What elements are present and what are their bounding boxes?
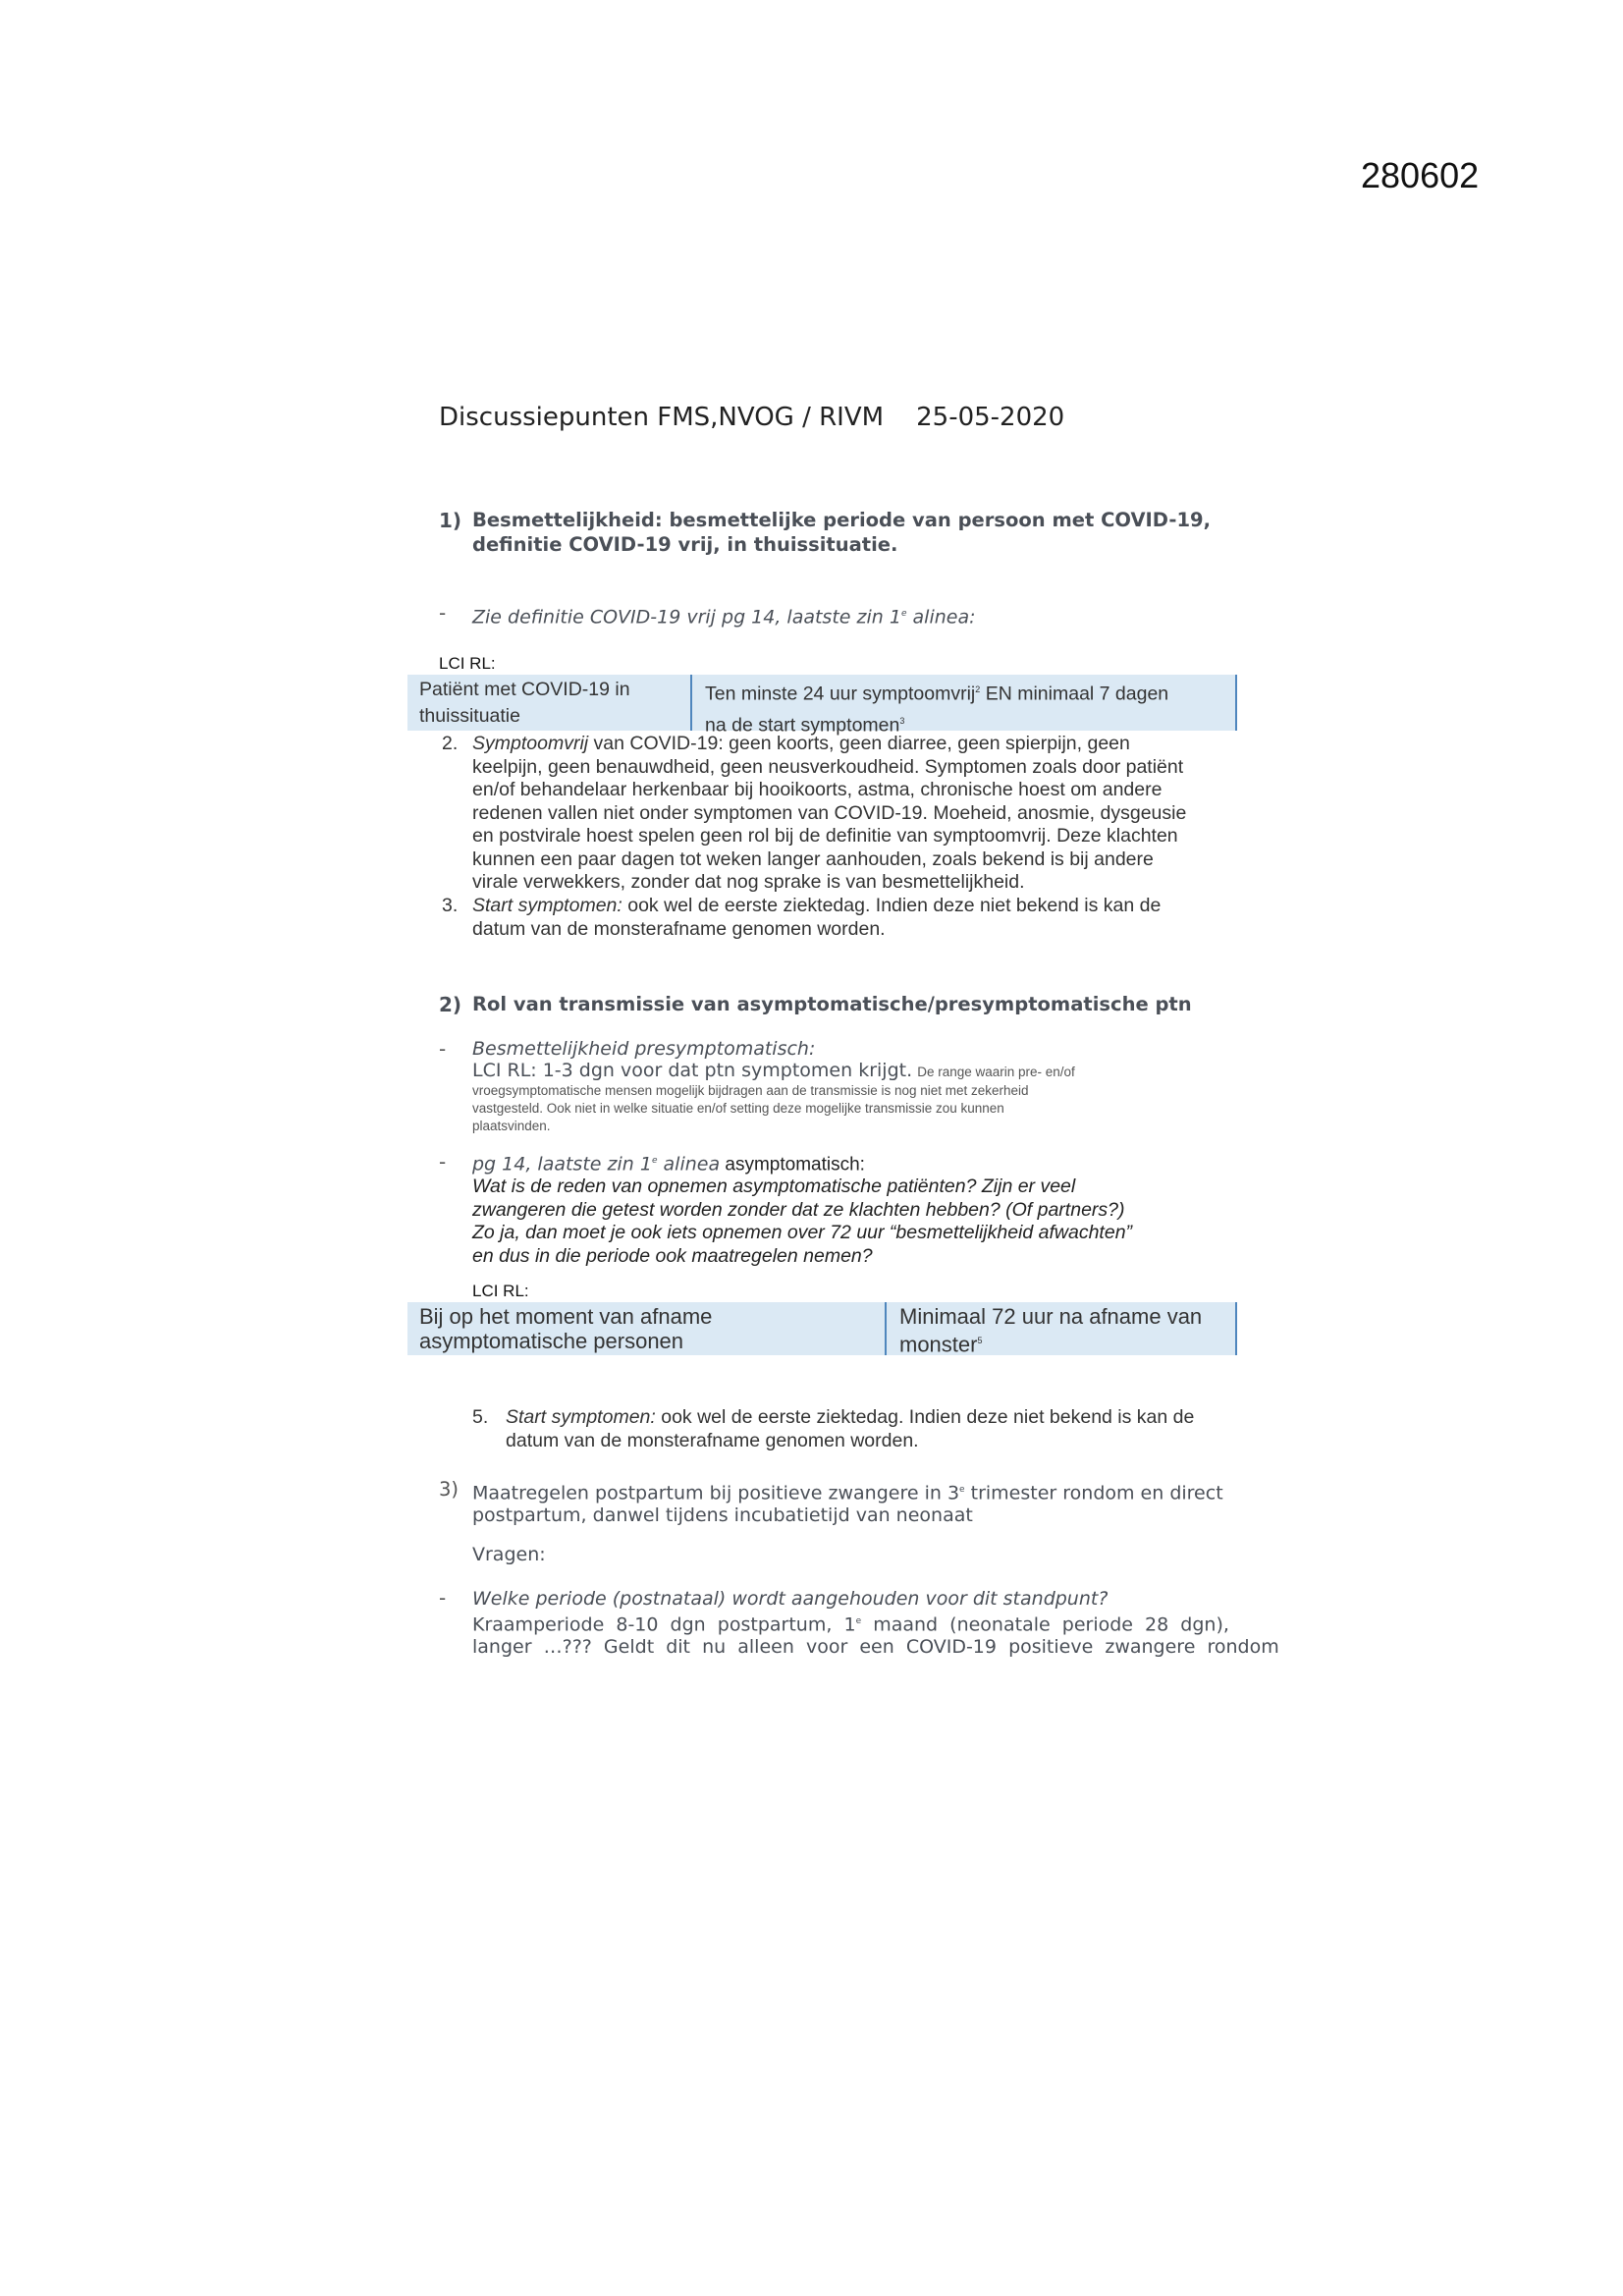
section-2-number: 2) bbox=[439, 993, 462, 1016]
section-3-question: Welke periode (postnataal) wordt aangehouden voor dit standpunt? Kraamperiode 8-10 dgn postpartum, 1e maand (neonatale periode 28 dgn), langer …??? Geldt dit nu alleen voor een COVID-19 positieve zwangere rondom bbox=[472, 1588, 1279, 1659]
section-1-bullet-dash: - bbox=[439, 601, 447, 625]
document-number: 280602 bbox=[1361, 155, 1480, 195]
section-1-heading-line1: Besmettelijkheid: besmettelijke periode van persoon met COVID-19, bbox=[472, 509, 1211, 531]
lci-table-1-left-cell: Patiënt met COVID-19 in thuissituatie bbox=[419, 679, 630, 727]
note-2-number: 2. bbox=[442, 733, 459, 754]
section-1-number: 1) bbox=[439, 509, 462, 532]
note-5-text: Start symptomen: ook wel de eerste ziektedag. Indien deze niet bekend is kan de datum van de monsterafname genomen worden. bbox=[506, 1406, 1195, 1451]
lci-table-2-left-cell: Bij op het moment van afname asymptomatische personen bbox=[419, 1304, 713, 1353]
section-3-question-dash: - bbox=[439, 1586, 447, 1610]
section-3-heading: Maatregelen postpartum bij positieve zwangere in 3e trimester rondom en direct postpartum, danwel tijdens incubatietijd van neonaat bbox=[472, 1482, 1223, 1527]
section-2-bullet-1-body: LCI RL: 1-3 dgn voor dat ptn symptomen krijgt. De range waarin pre- en/of vroegsymptomatische mensen mogelijk bijdragen aan de transmissie is nog niet met zekerheid vastgesteld. Ook niet in welke situatie en/of setting deze mogelijke transmissie zou kunnen plaatsvinden. bbox=[472, 1060, 1075, 1133]
section-3-vragen: Vragen: bbox=[472, 1544, 546, 1565]
section-1-heading-line2: definitie COVID-19 vrij, in thuissituatie. bbox=[472, 533, 898, 556]
section-2-lci-label: LCI RL: bbox=[472, 1282, 529, 1300]
note-3-number: 3. bbox=[442, 895, 459, 916]
lci-table-1-right-cell: Ten minste 24 uur symptoomvrij$^2$ EN minimaal 7 dagen na de start symptomen$^3$ bbox=[705, 683, 1169, 736]
page-title: Discussiepunten FMS,NVOG / RIVM 25-05-2020 bbox=[439, 403, 1065, 432]
section-1-lci-label: LCI RL: bbox=[439, 654, 496, 673]
section-2-bullet-2-dash: - bbox=[439, 1150, 447, 1174]
section-3-number: 3) bbox=[439, 1478, 460, 1501]
section-2-bullet-1-title: Besmettelijkheid presymptomatisch: bbox=[472, 1038, 816, 1060]
lci-table-1 bbox=[407, 675, 1237, 736]
lci-table-2 bbox=[407, 1302, 1237, 1355]
note-5-number: 5. bbox=[472, 1406, 489, 1428]
section-2-heading: Rol van transmissie van asymptomatische/presymptomatische ptn bbox=[472, 993, 1192, 1015]
section-2-bullet-1-dash: - bbox=[439, 1037, 447, 1061]
lci-table-2-right-cell: Minimaal 72 uur na afname van monster$^5$ bbox=[899, 1304, 1203, 1357]
section-1-bullet: Zie definitie COVID-19 vrij pg 14, laatste zin 1e alinea: bbox=[472, 606, 976, 629]
note-2-text: Symptoomvrij van COVID-19: geen koorts, geen diarree, geen spierpijn, geen keelpijn, geen benauwdheid, geen neusverkoudheid. Symptomen zoals door patiënt en/of behandelaar herkenbaar bij hooikoorts, astma, chronische hoest om andere redenen vallen niet onder symptomen van COVID-19. Moeheid, anosmie, dysgeusie en postvirale hoest spelen geen rol bij de definitie van symptoomvrij. Deze klachten kunnen een paar dagen tot weken langer aanhouden, zoals bekend is bij andere virale verwekkers, zonder dat nog sprake is van besmettelijkheid. bbox=[472, 733, 1187, 893]
note-3-text: Start symptomen: ook wel de eerste ziektedag. Indien deze niet bekend is kan de datum van de monsterafname genomen worden. bbox=[472, 895, 1162, 940]
section-2-bullet-2: pg 14, laatste zin 1e alinea asymptomatisch: Wat is de reden van opnemen asymptomatische patiënten? Zijn er veel zwangeren die getest worden zonder dat ze klachten hebben? (Of partners?) Zo ja, dan moet je ook iets opnemen over 72 uur “besmettelijkheid afwachten” en dus in die periode ook maatregelen nemen? bbox=[472, 1153, 1133, 1267]
